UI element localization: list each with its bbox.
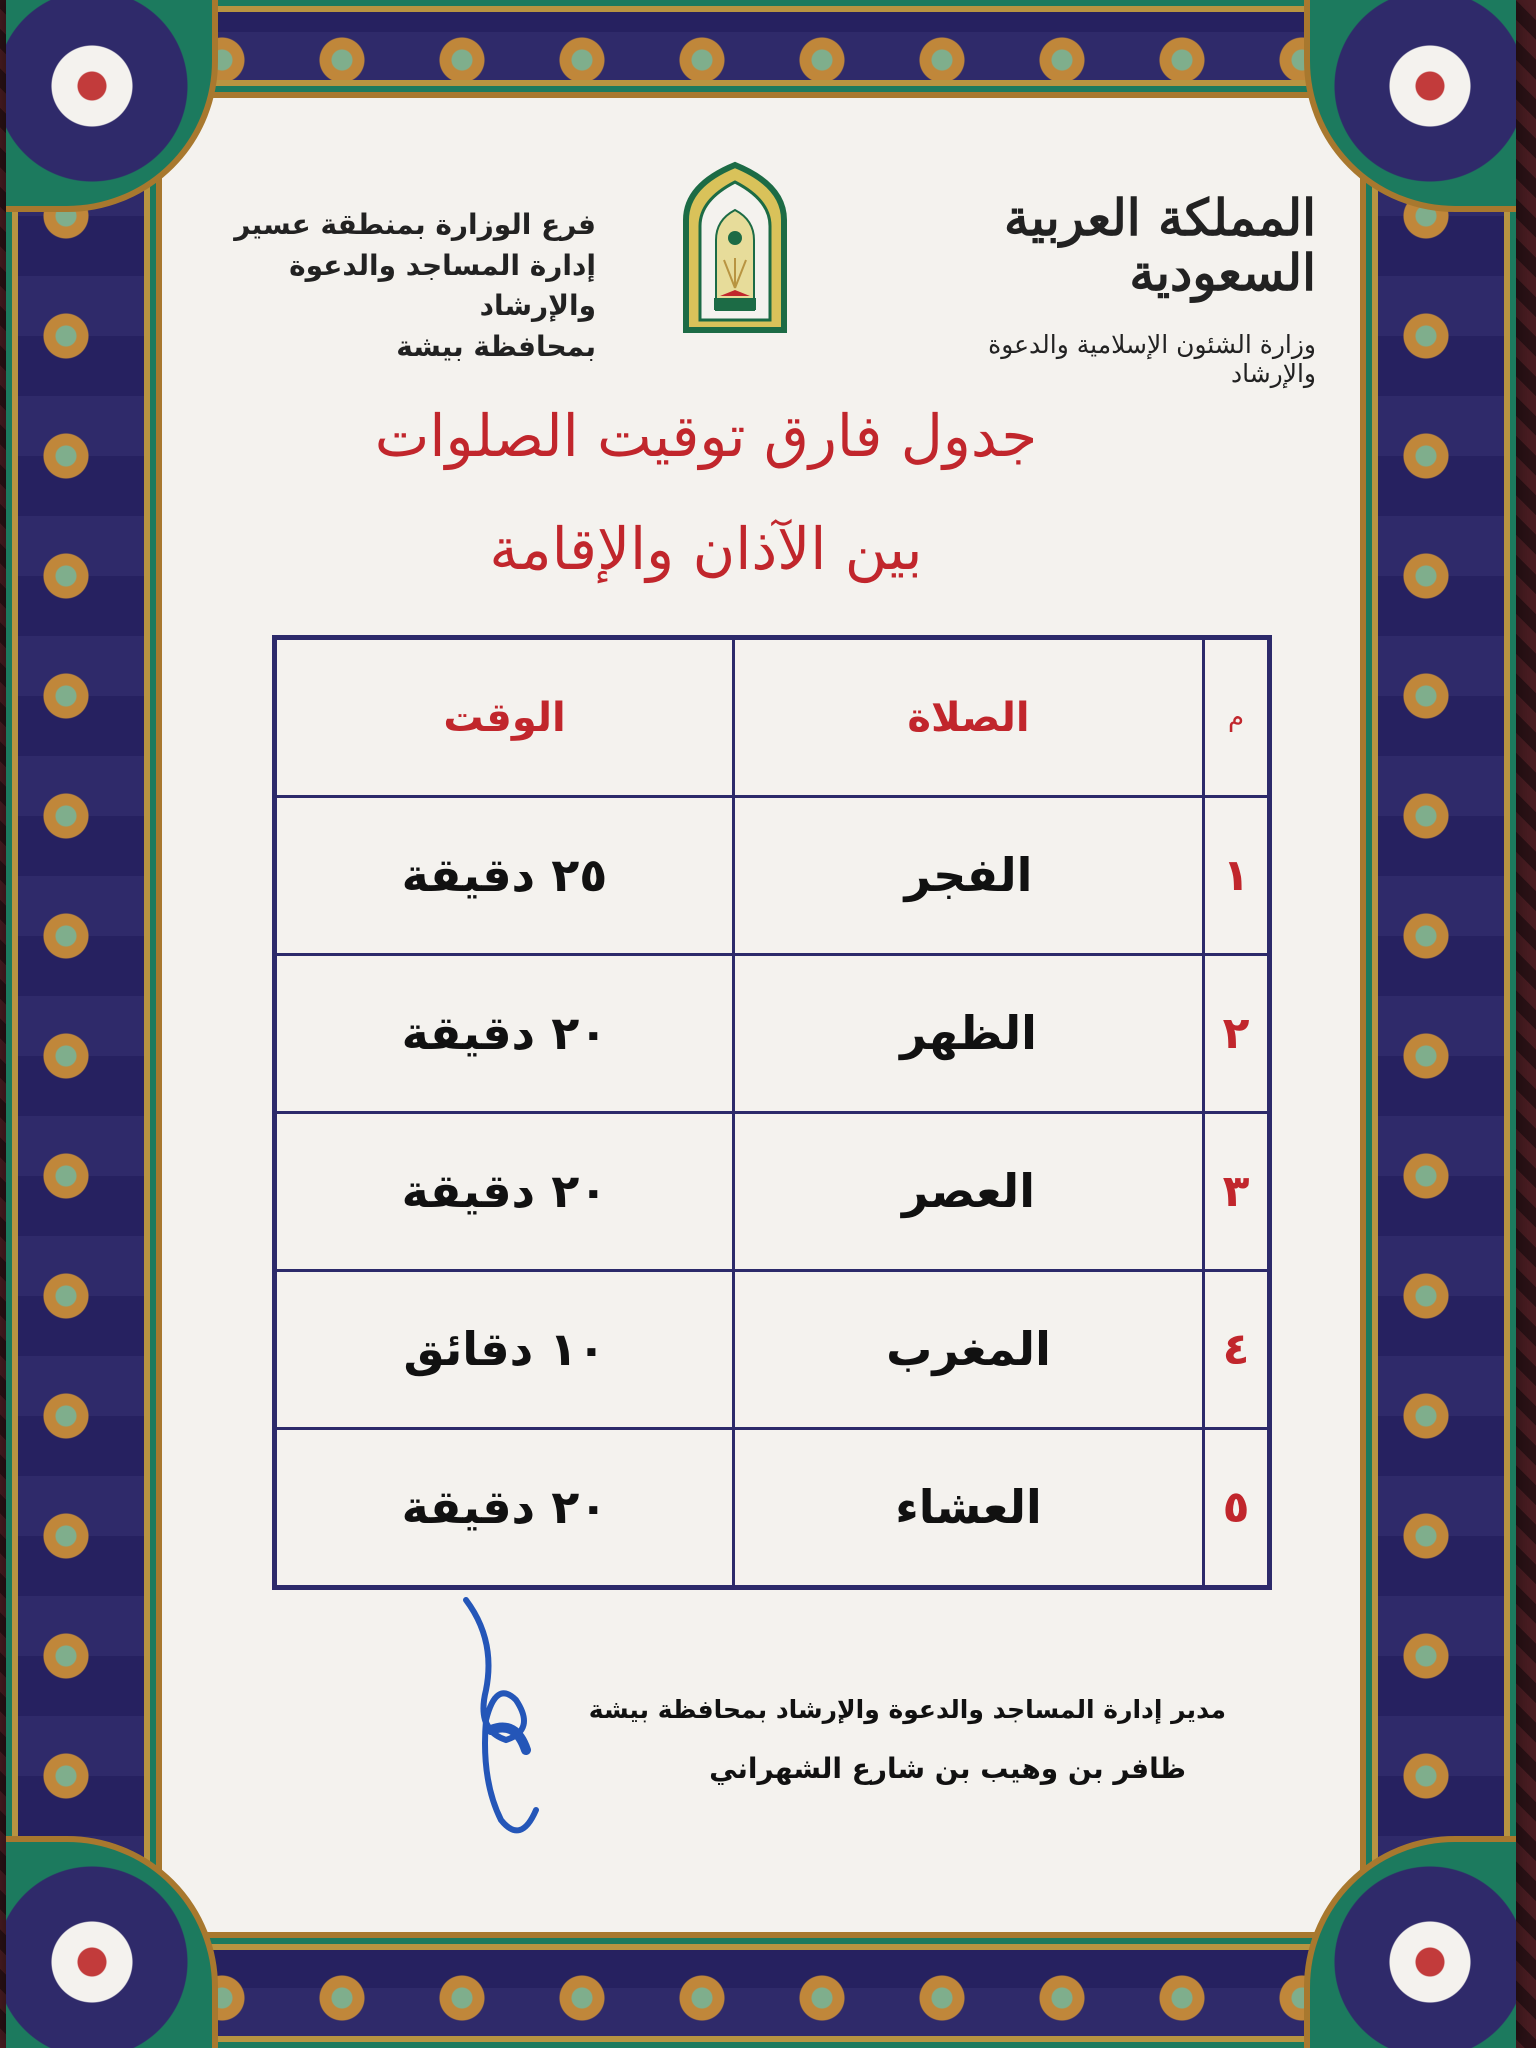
- signatory-name: ظافر بن وهيب بن شارع الشهراني: [709, 1752, 1186, 1785]
- corner-ornament-icon: [6, 1836, 218, 2048]
- table-row: [275, 1112, 1270, 1270]
- row-number: ٢: [1204, 954, 1270, 1112]
- ministry-header: [896, 190, 1316, 388]
- ornamental-border-right: [1360, 150, 1516, 1902]
- table-header-row: [275, 638, 1270, 797]
- table-row: [275, 1270, 1270, 1428]
- signatory-title: مدير إدارة المساجد والدعوة والإرشاد بمحافظة بيشة: [588, 1695, 1226, 1724]
- prayer-times-table: [272, 635, 1272, 1590]
- header-time: الوقت: [275, 638, 734, 797]
- handwritten-signature-icon: [426, 1580, 586, 1860]
- prayer-interval: ٢٠ دقيقة: [275, 1428, 734, 1587]
- ornamental-border-bottom: [156, 1932, 1378, 2048]
- prayer-interval: ١٠ دقائق: [275, 1270, 734, 1428]
- corner-ornament-icon: [1304, 1836, 1516, 2048]
- row-number: ٥: [1204, 1428, 1270, 1587]
- prayer-name: الفجر: [734, 797, 1204, 955]
- prayer-name: العصر: [734, 1112, 1204, 1270]
- prayer-name: العشاء: [734, 1428, 1204, 1587]
- prayer-interval: ٢٠ دقيقة: [275, 954, 734, 1112]
- row-number: ٣: [1204, 1112, 1270, 1270]
- prayer-name: المغرب: [734, 1270, 1204, 1428]
- branch-line-1: فرع الوزارة بمنطقة عسير: [234, 208, 596, 241]
- branch-line-2: إدارة المساجد والدعوة والإرشاد: [289, 248, 596, 323]
- kingdom-name: المملكة العربية السعودية: [1004, 188, 1316, 302]
- prayer-interval: ٢٠ دقيقة: [275, 1112, 734, 1270]
- corner-ornament-icon: [1304, 0, 1516, 212]
- table-row: [275, 797, 1270, 955]
- notice-sheet: [6, 0, 1516, 2048]
- ornamental-border-top: [156, 0, 1378, 98]
- branch-header: [216, 205, 596, 367]
- corner-ornament-icon: [6, 0, 218, 212]
- page-title: جدول فارق توقيت الصلوات: [374, 402, 1038, 470]
- table-row: [275, 1428, 1270, 1587]
- prayer-interval: ٢٥ دقيقة: [275, 797, 734, 955]
- row-number: ٤: [1204, 1270, 1270, 1428]
- prayer-name: الظهر: [734, 954, 1204, 1112]
- ministry-emblem-icon: [676, 160, 794, 335]
- table-row: [275, 954, 1270, 1112]
- header-prayer: الصلاة: [734, 638, 1204, 797]
- row-number: ١: [1204, 797, 1270, 955]
- signatory-block: [526, 1695, 1226, 1785]
- branch-line-3: بمحافظة بيشة: [396, 329, 596, 363]
- ministry-name: وزارة الشئون الإسلامية والدعوة والإرشاد: [988, 330, 1316, 388]
- ornamental-border-left: [6, 150, 162, 1902]
- header-number: م: [1204, 638, 1270, 797]
- page-subtitle: بين الآذان والإقامة: [489, 515, 923, 583]
